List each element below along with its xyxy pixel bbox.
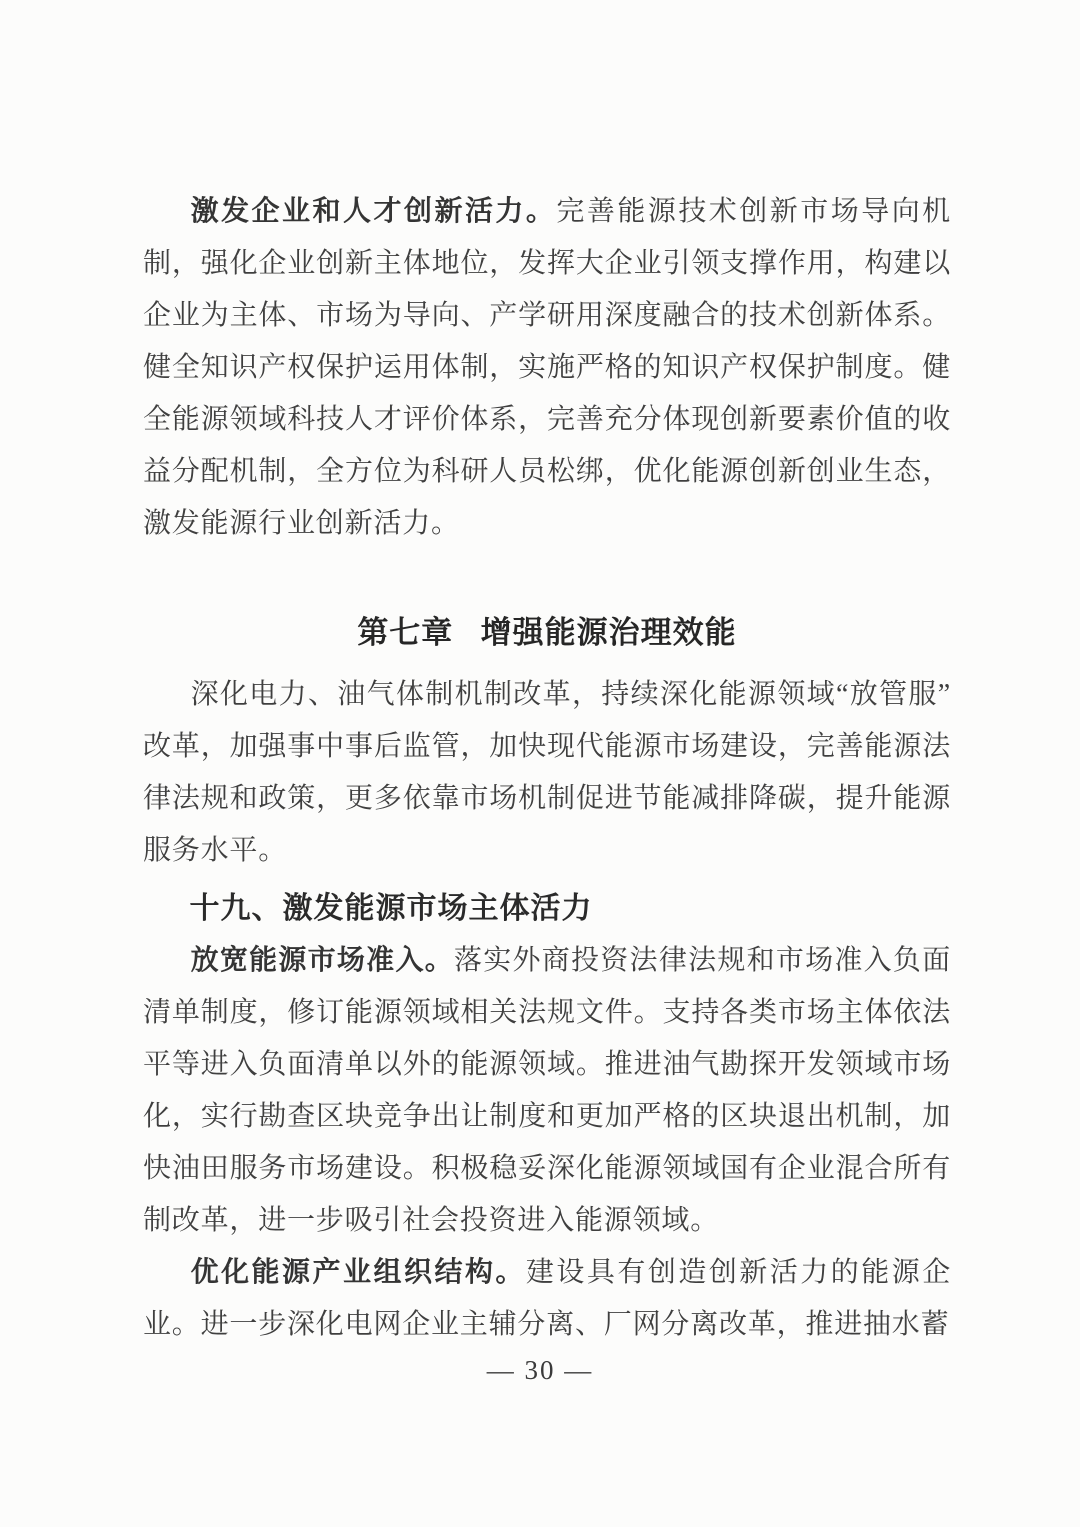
section-heading: 十九、激发能源市场主体活力 [189, 892, 593, 925]
paragraph-lead-bold: 放宽能源市场准入。 [190, 945, 454, 976]
body-paragraph [143, 935, 951, 1247]
body-paragraph [143, 669, 951, 877]
paragraph-text: 深化电力、油气体制机制改革，持续深化能源领域“放管服”改革，加强事中事后监管，加快现代能源市场建设，完善能源法律法规和政策，更多依靠市场机制促进节能减排降碳，提升能源服务水平。 [143, 679, 951, 866]
document-body [143, 186, 951, 1351]
paragraph-text: 完善能源技术创新市场导向机制，强化企业创新主体地位，发挥大企业引领支撑作用，构建以企业为主体、市场为导向、产学研用深度融合的技术创新体系。健全知识产权保护运用体制，实施严格的知识产权保护制度。健全能源领域科技人才评价体系，完善充分体现创新要素价值的收益分配机制，全方位为科研人员松绑，优化能源创新创业生态，激发能源行业创新活力。 [143, 196, 951, 539]
paragraph-text: 落实外商投资法律法规和市场准入负面清单制度，修订能源领域相关法规文件。支持各类市场主体依法平等进入负面清单以外的能源领域。推进油气勘探开发领域市场化，实行勘查区块竞争出让制度和更加严格的区块退出机制，加快油田服务市场建设。积极稳妥深化能源领域国有企业混合所有制改革，进一步吸引社会投资进入能源领域。 [143, 945, 951, 1236]
paragraph-lead-bold: 优化能源产业组织结构。 [190, 1257, 526, 1288]
body-paragraph [143, 1247, 951, 1351]
paragraph-lead-bold: 激发企业和人才创新活力。 [190, 196, 557, 227]
chapter-heading: 第七章 增强能源治理效能 [357, 615, 737, 650]
page-number: — 30 — [486, 1355, 594, 1385]
body-paragraph [143, 186, 951, 550]
paragraph-text: 建设具有创造创新活力的能源企业。进一步深化电网企业主辅分离、厂网分离改革，推进抽水蓄 [143, 1257, 952, 1340]
